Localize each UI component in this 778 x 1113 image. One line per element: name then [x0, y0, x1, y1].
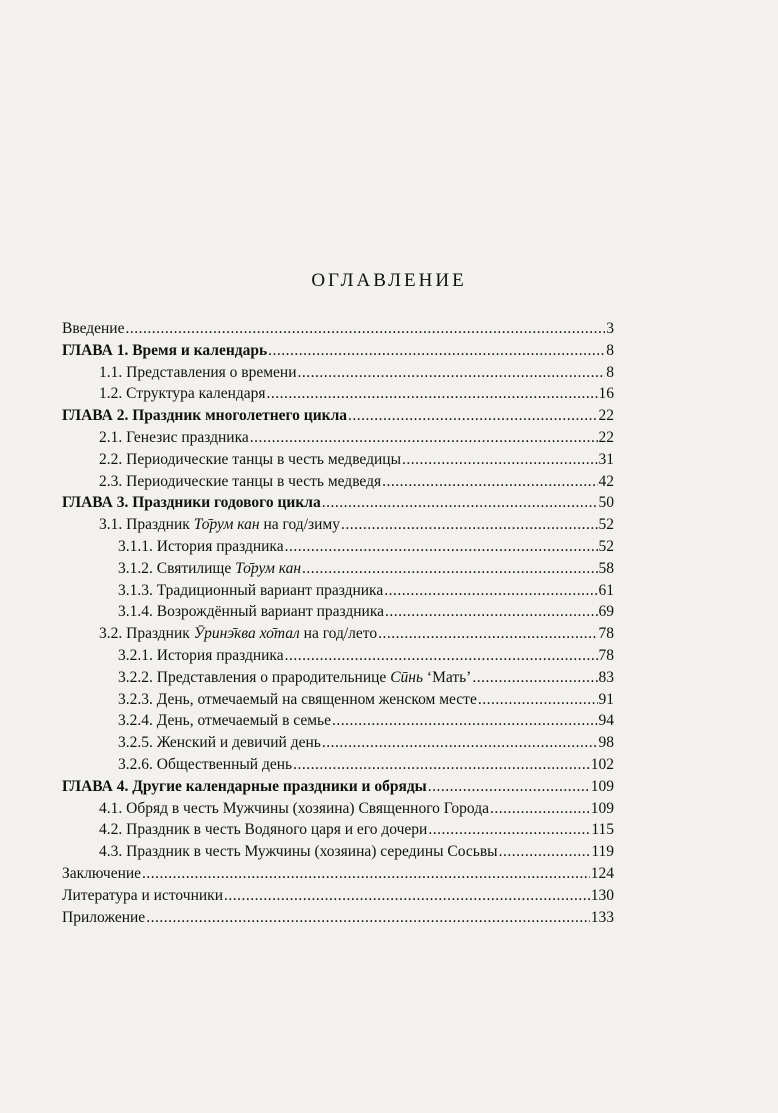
toc-leader-dots [384, 582, 597, 600]
toc-entry-title: 2.1. Генезис праздника [99, 428, 249, 446]
toc-entry-title: 3.2.1. История праздника [118, 646, 284, 664]
toc-entry-title: 1.1. Представления о времени [99, 363, 297, 381]
toc-leader-dots [322, 734, 598, 752]
toc-page-number: 133 [590, 908, 614, 926]
toc-entry-title: 4.2. Праздник в честь Водяного царя и его дочери [99, 821, 428, 839]
toc-entry [62, 342, 614, 364]
toc-leader-dots [298, 364, 606, 382]
toc-page-number: 52 [598, 537, 614, 555]
toc-leader-dots [250, 429, 598, 447]
toc-leader-dots [146, 909, 590, 927]
toc-page-number: 50 [598, 494, 614, 512]
toc-entry-italic-term: То̄рум кан [193, 516, 260, 534]
toc-page-number: 91 [598, 690, 614, 708]
toc-leader-dots [293, 756, 590, 774]
table-of-contents [62, 320, 614, 930]
toc-entry [62, 473, 614, 495]
toc-entry-label [62, 887, 223, 905]
toc-entry [62, 669, 614, 691]
toc-entry-label [99, 473, 381, 491]
toc-entry-label [99, 800, 489, 818]
toc-entry-label [118, 560, 301, 578]
toc-leader-dots [302, 560, 597, 578]
toc-leader-dots [499, 843, 591, 861]
toc-entry [62, 865, 614, 887]
toc-entry [62, 887, 614, 909]
toc-leader-dots [348, 407, 597, 425]
toc-page-number: 8 [606, 363, 614, 381]
toc-leader-dots [285, 647, 598, 665]
toc-entry-label [62, 865, 141, 883]
toc-entry-italic-term: То̄рум кан [235, 559, 302, 577]
toc-entry-label [62, 320, 124, 338]
toc-entry-title: ГЛАВА 2. Праздник многолетнего цикла [62, 407, 348, 425]
toc-leader-dots [268, 342, 605, 360]
toc-entry-title: 3.1.3. Традиционный вариант праздника [118, 581, 384, 599]
toc-entry-label [62, 909, 145, 927]
toc-page-number: 69 [598, 603, 614, 621]
toc-entry [62, 494, 614, 516]
toc-page-number: 130 [590, 886, 614, 904]
toc-entry-label [99, 843, 498, 861]
toc-entry-label [99, 821, 427, 839]
toc-entry-title: Заключение [62, 864, 142, 882]
toc-entry-label [99, 364, 297, 382]
toc-entry-title: 4.3. Праздник в честь Мужчины (хозяина) середины Сосьвы [99, 843, 498, 861]
toc-entry-title: Литература и источники [62, 886, 223, 904]
toc-page-number: 3 [606, 320, 614, 337]
toc-entry [62, 800, 614, 822]
toc-entry-label [118, 691, 477, 709]
toc-leader-dots [267, 385, 598, 403]
toc-entry-label [99, 385, 266, 403]
toc-entry [62, 538, 614, 560]
toc-page-number: 8 [606, 341, 614, 359]
toc-entry-label [118, 712, 331, 730]
toc-leader-dots [490, 800, 590, 818]
toc-page-number: 58 [598, 559, 614, 577]
toc-entry [62, 734, 614, 756]
toc-leader-dots [285, 538, 598, 556]
toc-entry-title: Приложение [62, 908, 146, 926]
toc-page-number: 22 [598, 428, 614, 446]
toc-entry [62, 364, 614, 386]
toc-entry [62, 909, 614, 931]
toc-entry-label [99, 516, 340, 534]
toc-page-number: 109 [590, 777, 614, 795]
toc-entry-title: 2.3. Периодические танцы в честь медведя [99, 472, 382, 490]
toc-entry-title: ГЛАВА 3. Праздники годового цикла [62, 494, 321, 512]
toc-page-number: 102 [590, 755, 614, 773]
toc-entry-title: 3.2. Праздник [99, 625, 194, 643]
toc-page-number: 119 [591, 843, 614, 861]
toc-heading: ОГЛАВЛЕНИЕ [311, 270, 467, 291]
toc-page-number: 109 [590, 799, 614, 817]
toc-leader-dots [472, 669, 597, 687]
toc-page-number: 94 [598, 712, 614, 730]
toc-entry [62, 603, 614, 625]
toc-entry-title: 3.2.5. Женский и девичий день [118, 734, 321, 752]
toc-entry [62, 821, 614, 843]
toc-entry-title: ГЛАВА 1. Время и календарь [62, 341, 268, 359]
toc-leader-dots [428, 821, 590, 839]
toc-leader-dots [332, 712, 598, 730]
toc-leader-dots [224, 887, 590, 905]
toc-entry-title: 3.2.3. День, отмечаемый на священном женском месте [118, 690, 477, 708]
toc-entry [62, 320, 614, 342]
toc-entry [62, 843, 614, 865]
toc-entry-title: 3.1.4. Возрождённый вариант праздника [118, 603, 385, 621]
toc-entry [62, 516, 614, 538]
toc-leader-dots [341, 516, 598, 534]
toc-entry-title: 3.1.2. Святилище [118, 559, 236, 577]
toc-page-number: 115 [591, 821, 614, 839]
toc-page-number: 78 [598, 646, 614, 664]
toc-leader-dots [142, 865, 590, 883]
toc-page-number: 31 [598, 450, 614, 468]
toc-entry-label [118, 582, 383, 600]
toc-entry-label [99, 625, 377, 643]
toc-entry-title: 3.2.2. Представления о прародительнице [118, 668, 391, 686]
toc-entry [62, 385, 614, 407]
toc-page-number: 124 [590, 864, 614, 882]
toc-page-number: 61 [598, 581, 614, 599]
toc-leader-dots [385, 603, 597, 621]
toc-entry [62, 691, 614, 713]
toc-entry-italic-term: Ӯринэ̄ква хо̄тал [193, 625, 300, 643]
toc-entry [62, 712, 614, 734]
toc-entry [62, 451, 614, 473]
toc-leader-dots [322, 494, 598, 512]
toc-leader-dots [382, 473, 597, 491]
toc-page-number: 78 [598, 625, 614, 643]
toc-entry-title: 3.1. Праздник [99, 516, 194, 534]
toc-entry-label [118, 647, 284, 665]
toc-entry [62, 625, 614, 647]
toc-entry-label [62, 494, 321, 512]
toc-page-number: 83 [598, 668, 614, 686]
toc-entry-label [62, 407, 347, 425]
toc-page-number: 16 [598, 385, 614, 403]
toc-leader-dots [125, 320, 605, 338]
toc-entry-title: 3.1.1. История праздника [118, 537, 284, 555]
toc-entry-title: Введение [62, 320, 125, 337]
toc-entry-label [118, 756, 292, 774]
toc-entry-label [118, 669, 471, 687]
toc-entry-title: 3.2.6. Общественный день [118, 755, 293, 773]
toc-entry-title: ГЛАВА 4. Другие календарные праздники и обряды [62, 777, 427, 795]
toc-entry-label [99, 451, 401, 469]
toc-entry-title: 1.2. Структура календаря [99, 385, 266, 403]
toc-entry [62, 429, 614, 451]
toc-leader-dots [478, 691, 598, 709]
toc-entry-title: 4.1. Обряд в честь Мужчины (хозяина) Священного Города [99, 799, 489, 817]
toc-entry [62, 560, 614, 582]
toc-entry-italic-term: Сӣнь [390, 668, 424, 686]
toc-entry-label [118, 734, 321, 752]
toc-page-number: 52 [598, 516, 614, 534]
toc-page-number: 98 [598, 734, 614, 752]
toc-entry [62, 647, 614, 669]
toc-entry [62, 582, 614, 604]
toc-entry-label [62, 342, 267, 360]
toc-leader-dots [428, 778, 590, 796]
toc-entry-title-suffix: на год/лето [299, 625, 378, 643]
toc-leader-dots [402, 451, 598, 469]
toc-entry-label [118, 538, 284, 556]
toc-page-number: 22 [598, 407, 614, 425]
toc-entry-label [62, 778, 427, 796]
toc-entry-title-suffix: ‘Мать’ [423, 668, 472, 686]
toc-entry-title: 2.2. Периодические танцы в честь медведицы [99, 450, 401, 468]
toc-leader-dots [378, 625, 597, 643]
toc-entry-title: 3.2.4. День, отмечаемый в семье [118, 712, 331, 730]
toc-entry [62, 756, 614, 778]
toc-entry [62, 407, 614, 429]
toc-entry-label [99, 429, 249, 447]
toc-page-number: 42 [598, 472, 614, 490]
toc-entry-label [118, 603, 384, 621]
toc-entry-title-suffix: на год/зиму [259, 516, 340, 534]
toc-entry [62, 778, 614, 800]
